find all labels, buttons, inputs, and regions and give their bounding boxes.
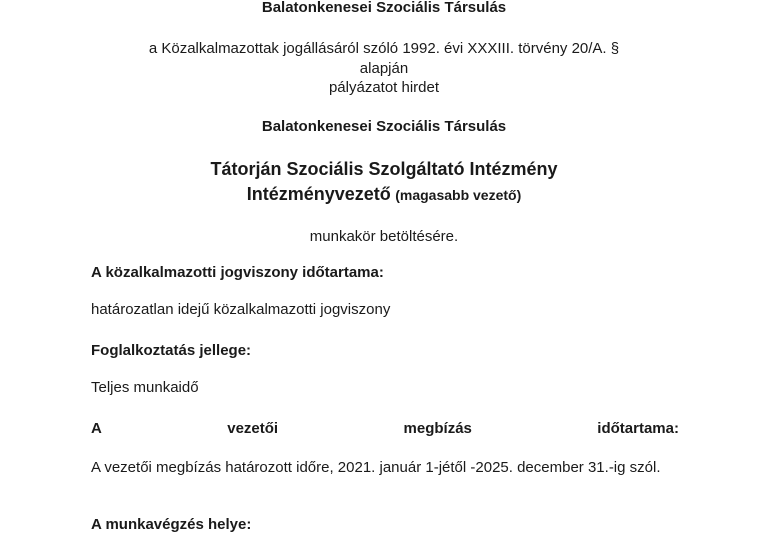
org-name-second: Balatonkenesei Szociális Társulás <box>261 118 507 135</box>
announcement-line: pályázatot hirdet <box>328 79 440 96</box>
institution-title: Tátorján Szociális Szolgáltató Intézmény <box>210 159 558 179</box>
mandate-heading-word: megbízás <box>403 420 472 437</box>
duration-heading: A közalkalmazotti jogviszony időtartama: <box>91 264 384 281</box>
law-reference-line-2: alapján <box>359 60 409 77</box>
duration-text: határozatlan idejű közalkalmazotti jogviszony <box>91 301 391 318</box>
position-subtitle: munkakör betöltésére. <box>309 228 459 245</box>
workplace-heading: A munkavégzés helye: <box>91 516 252 533</box>
mandate-heading-word: időtartama: <box>597 420 679 437</box>
position-name: Intézményvezető <box>246 184 391 204</box>
employment-heading: Foglalkoztatás jellege: <box>91 342 252 359</box>
employment-text: Teljes munkaidő <box>91 379 199 396</box>
mandate-heading <box>91 420 679 437</box>
law-reference-line-1: a Közalkalmazottak jogállásáról szóló 1992. évi XXXIII. törvény 20/A. § <box>148 40 620 57</box>
mandate-heading-word: A <box>91 420 102 437</box>
org-name-top: Balatonkenesei Szociális Társulás <box>261 0 507 16</box>
mandate-text: A vezetői megbízás határozott időre, 2021. január 1-jétől -2025. december 31.-ig szól. <box>91 459 661 476</box>
position-note: (magasabb vezető) <box>395 187 522 203</box>
position-title <box>0 184 768 205</box>
mandate-heading-word: vezetői <box>227 420 279 437</box>
